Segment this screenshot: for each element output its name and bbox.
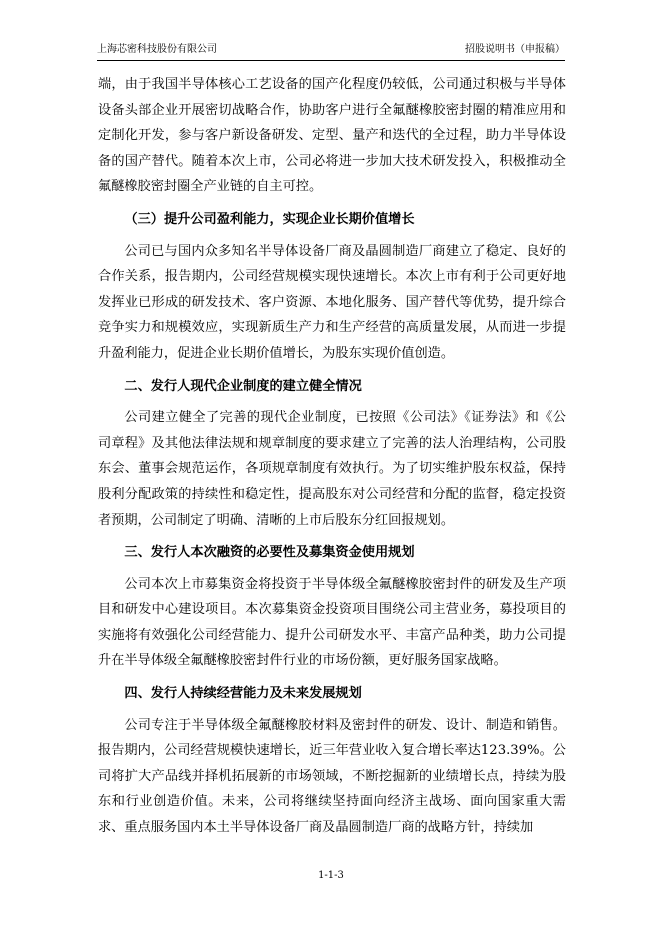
section-heading-sustainability: 四、发行人持续经营能力及未来发展规划: [124, 686, 362, 702]
page-body: [98, 72, 566, 841]
section-heading-corporate-system: 二、发行人现代企业制度的建立健全情况: [124, 378, 362, 394]
paragraph-sustainability: 公司专注于半导体级全氟醚橡胶材料及密封件的研发、设计、制造和销售。报告期内，公司经营规模快速增长，近三年营业收入复合增长率达123.39%。公司将扩大产品线并择机拓展新的市场领域，不断挖掘新的业绩增长点，持续为股东和行业创造价值。未来，公司将继续坚持面向经济主战场、面向国家重大需求、重点服务国内本土半导体设备厂商及晶圆制造厂商的战略方针，持续加: [98, 717, 566, 836]
header-company-name: 上海芯密科技股份有限公司: [97, 44, 217, 55]
paragraph-financing: 公司本次上市募集资金将投资于半导体级全氟醚橡胶密封件的研发及生产项目和研发中心建设项目。本次募集资金投资项目围绕公司主营业务，募投项目的实施将有效强化公司经营能力、提升公司研发水平、丰富产品种类，助力公司提升在半导体级全氟醚橡胶密封件行业的市场份额，更好服务国家战略。: [98, 576, 566, 669]
paragraph-corporate-system: 公司建立健全了完善的现代企业制度，已按照《公司法》《证券法》和《公司章程》及其他法律法规和规章制度的要求建立了完善的法人治理结构，公司股东会、董事会规范运作，各项规章制度有效执行。为了切实维护股东权益，保持股利分配政策的持续性和稳定性，提高股东对公司经营和分配的监督，稳定投资者预期，公司制定了明确、清晰的上市后股东分红回报规划。: [98, 410, 566, 528]
paragraph-continued: 端，由于我国半导体核心工艺设备的国产化程度仍较低，公司通过积极与半导体设备头部企业开展密切战略合作，协助客户进行全氟醚橡胶密封圈的精准应用和定制化开发，参与客户新设备研发、定型、量产和迭代的全过程，助力半导体设备的国产替代。随着本次上市，公司必将进一步加大技术研发投入，积极推动全氟醚橡胶密封圈全产业链的自主可控。: [98, 77, 566, 195]
section-heading-financing: 三、发行人本次融资的必要性及募集资金使用规划: [124, 545, 415, 561]
page-number: 1-1-3: [318, 870, 344, 881]
header-document-title: 招股说明书（申报稿）: [465, 44, 565, 55]
section-heading-3: （三）提升公司盈利能力，实现企业长期价值增长: [124, 211, 415, 227]
page-header: [97, 42, 565, 61]
paragraph-profitability: 公司已与国内众多知名半导体设备厂商及晶圆制造厂商建立了稳定、良好的合作关系，报告期内，公司经营规模实现快速增长。本次上市有利于公司更好地发挥业已形成的研发技术、客户资源、本地化服务、国产替代等优势，提升综合竞争实力和规模效应，实现新质生产力和生产经营的高质量发展，从而进一步提升盈利能力，促进企业长期价值增长，为股东实现价值创造。: [98, 243, 566, 361]
